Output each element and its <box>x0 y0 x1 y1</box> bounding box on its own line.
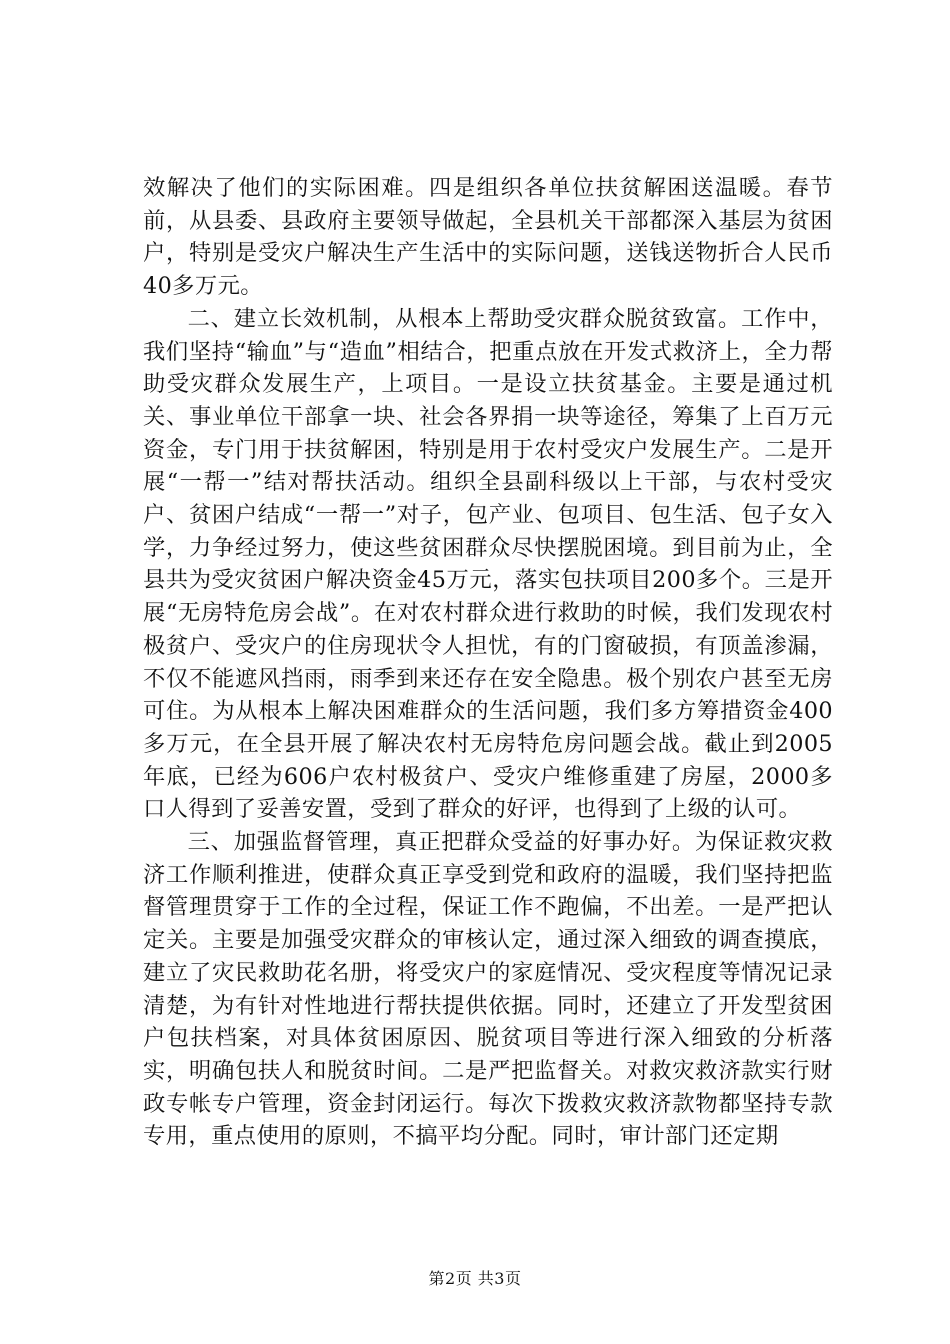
paragraph-continuation: 效解决了他们的实际困难。四是组织各单位扶贫解困送温暖。春节前，从县委、县政府主要领导做起，全县机关干部都深入基层为贫困户，特别是受灾户解决生产生活中的实际问题，送钱送物折合人民币40多万元。 <box>143 175 833 300</box>
paragraph-section-two: 二、建立长效机制，从根本上帮助受灾群众脱贫致富。工作中，我们坚持“输血”与“造血”相结合，把重点放在开发式救济上，全力帮助受灾群众发展生产，上项目。一是设立扶贫基金。主要是通过机关、事业单位干部拿一块、社会各界捐一块等途径，筹集了上百万元资金，专门用于扶贫解困，特别是用于农村受灾户发展生产。二是开展“一帮一”结对帮扶活动。组织全县副科级以上干部，与农村受灾户、贫困户结成“一帮一”对子，包产业、包项目、包生活、包子女入学，力争经过努力，使这些贫困群众尽快摆脱困境。到目前为止，全县共为受灾贫困户解决资金45万元，落实包扶项目200多个。三是开展“无房特危房会战”。在对农村群众进行救助的时候，我们发现农村极贫户、受灾户的住房现状令人担忧，有的门窗破损，有顶盖渗漏，不仅不能遮风挡雨，雨季到来还存在安全隐患。极个别农户甚至无房可住。为从根本上解决困难群众的生活问题，我们多方筹措资金400多万元，在全县开展了解决农村无房特危房问题会战。截止到2005年底，已经为606户农村极贫户、受灾户维修重建了房屋，2000多口人得到了妥善安置，受到了群众的好评，也得到了上级的认可。 <box>143 305 833 823</box>
paragraph-section-three: 三、加强监督管理，真正把群众受益的好事办好。为保证救灾救济工作顺利推进，使群众真正享受到党和政府的温暖，我们坚持把监督管理贯穿于工作的全过程，保证工作不跑偏，不出差。一是严把认定关。主要是加强受灾群众的审核认定，通过深入细致的调查摸底，建立了灾民救助花名册，将受灾户的家庭情况、受灾程度等情况记录清楚，为有针对性地进行帮扶提供依据。同时，还建立了开发型贫困户包扶档案，对具体贫困原因、脱贫项目等进行深入细致的分析落实，明确包扶人和脱贫时间。二是严把监督关。对救灾救济款实行财政专帐专户管理，资金封闭运行。每次下拨救灾救济款物都坚持专款专用，重点使用的原则，不搞平均分配。同时，审计部门还定期 <box>143 829 833 1150</box>
page-footer: 第2页 共3页 <box>428 1269 522 1288</box>
document-body <box>143 172 833 1153</box>
